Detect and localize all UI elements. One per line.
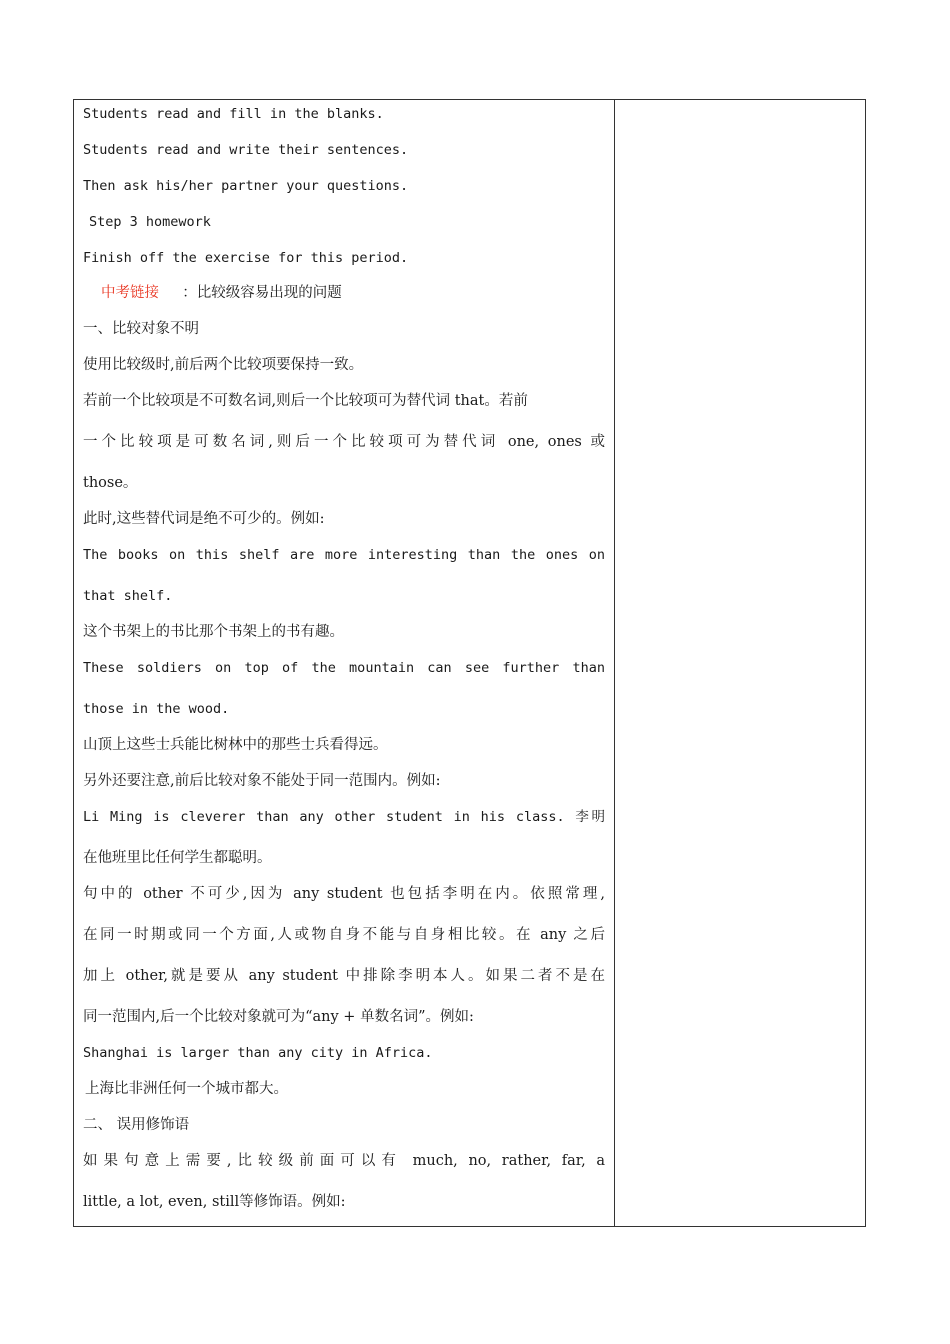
example-line: These soldiers on top of the mountain can see further than [83, 660, 605, 676]
step-heading: Step 3 homework [89, 214, 211, 230]
text-line: Finish off the exercise for this period. [83, 250, 409, 266]
text-line: those。 [83, 475, 138, 491]
text-line: 在同一时期或同一个方面,人或物自身不能与自身相比较。在 any 之后 [83, 927, 605, 943]
text-line: 另外还要注意,前后比较对象不能处于同一范围内。例如: [83, 773, 441, 789]
section-link-heading [83, 283, 623, 303]
example-line: Li Ming is cleverer than any other student in his class. 李明 [83, 809, 605, 825]
text-line: 句中的 other 不可少,因为 any student 也包括李明在内。依照常理, [83, 886, 605, 902]
text-line: 同一范围内,后一个比较对象就可为“any + 单数名词”。例如: [83, 1009, 474, 1025]
notes-column [615, 100, 865, 1226]
translation-line: 山顶上这些士兵能比树林中的那些士兵看得远。 [83, 737, 388, 753]
section-heading: 一、比较对象不明 [83, 321, 199, 337]
text-line: 一个比较项是可数名词,则后一个比较项可为替代词 one, ones 或 [83, 434, 605, 450]
text-line: 加上 other,就是要从 any student 中排除李明本人。如果二者不是在 [83, 968, 605, 984]
translation-line: 在他班里比任何学生都聪明。 [83, 850, 272, 866]
text-line: Students read and write their sentences. [83, 142, 409, 158]
exam-link-label: 中考链接 [101, 285, 159, 301]
text-line: little, a lot, even, still等修饰语。例如: [83, 1194, 346, 1210]
section-heading: 二、 误用修饰语 [83, 1117, 190, 1133]
example-line: that shelf. [83, 588, 173, 604]
text-line: 使用比较级时,前后两个比较项要保持一致。 [83, 357, 364, 373]
text-line: 此时,这些替代词是绝不可少的。例如: [83, 511, 325, 527]
text-line: 若前一个比较项是不可数名词,则后一个比较项可为替代词 that。若前 [83, 393, 528, 409]
translation-line: 上海比非洲任何一个城市都大。 [85, 1081, 288, 1097]
example-line: The books on this shelf are more interesting than the ones on [83, 547, 605, 563]
text-line: 如果句意上需要,比较级前面可以有 much, no, rather, far, a [83, 1153, 605, 1169]
exam-link-topic: ：比较级容易出现的问题 [182, 285, 342, 301]
translation-line: 这个书架上的书比那个书架上的书有趣。 [83, 624, 344, 640]
example-line: Shanghai is larger than any city in Africa. [83, 1045, 433, 1061]
text-line: Students read and fill in the blanks. [83, 106, 384, 122]
text-line: Then ask his/her partner your questions. [83, 178, 409, 194]
example-line: those in the wood. [83, 701, 230, 717]
lesson-table [73, 99, 866, 1227]
